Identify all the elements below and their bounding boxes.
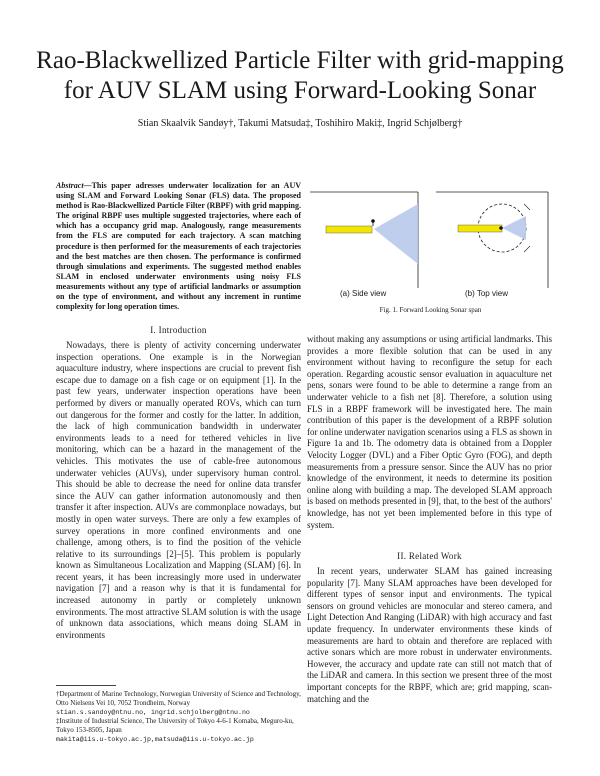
section-heading-related-work: II. Related Work (397, 551, 462, 561)
top-sonar-head (499, 226, 503, 230)
paper-title: Rao-Blackwellized Particle Filter with grid-mapping for AUV SLAM using Forward-Looking Sonar (36, 47, 564, 104)
introduction-text (56, 340, 301, 641)
label-top-view: (b) Top view (465, 289, 508, 298)
top-vehicle (458, 225, 502, 232)
footnote-rule (56, 685, 116, 686)
section-heading-introduction: I. Introduction (150, 325, 207, 335)
side-sonar-cone (374, 204, 418, 264)
related-work-text (307, 566, 552, 705)
right-column-text (307, 334, 552, 531)
top-sonar-cone (502, 216, 526, 240)
abstract-label: Abstract— (56, 181, 92, 190)
footnote-affiliation-ntnu: †Department of Marine Technology, Norwegian University of Science and Technology, Otto Nielsens Vei 10, 7052 Trondheim, Norway (56, 690, 301, 707)
label-side-view: (a) Side view (340, 289, 387, 298)
related-paragraph: In recent years, underwater SLAM has gained increasing popularity [7]. Many SLAM approaches have been developed for different types of sensor input and environments. The typical sensors on ground vehicles are monocular and stereo camera, and Light Detection And Ranging (LiDAR) with high accuracy and fast update frequency. In underwater environments these kinds of measurements are hard to obtain and therefore are replaced with active sonars which are more robust in underwater environments. However, the accuracy and update rate can still not match that of the LiDAR and camera. In this section we present three of the most important concepts for the RBPF, which are; grid mapping, scan-matching and the (307, 566, 552, 704)
footnote-emails-ntnu: stian.s.sandoy@ntnu.no, ingrid.schjolberg@ntnu.no (56, 709, 250, 716)
continued-paragraph: without making any assumptions or using artificial landmarks. This provides a more flexible solution that can be used in any environment without having to reconfigure the setup for each operation. Regarding acoustic sensor evaluation in aquaculture net pens, sonars were found to be able to determine a range from an underwater vehicle to a fish net [8]. Therefore, a solution using FLS in a RBPF framework will be investigated here. The main contribution of this paper is the development of a RBPF solution for online underwater navigation scenarios using a FLS as shown in Figure 1a and 1b. The odometry data is obtained from a Doppler Velocity Logger (DVL) and a Fiber Optic Gyro (FOG), and depth measurements from a pressure sensor. Since the AUV has no prior knowledge of the environment, it needs to determine its position online along with building a map. The developed SLAM approach is based on methods presented in [9], that, to the best of the authors' knowledge, has not yet been implemented before in this type of system. (307, 334, 552, 530)
side-vehicle (326, 226, 372, 233)
author-list: Stian Skaalvik Sandøy†, Takumi Matsuda‡, Toshihiro Maki‡, Ingrid Schjølberg† (137, 118, 463, 129)
abstract-text: This paper adresses underwater localization for an AUV using SLAM and Forward Looking Sonar (FLS) data. The proposed method is Rao-Blackwellized Particle Filter (RBPF) with grid mapping. The original RBPF uses multiple suggested trajectories, where each of which has a occupancy grid map. Analogously, range measurements from the FLS are computed for each trajectory. A scan matching procedure is then performed for the measurements of each trajectories and the best matches are then chosen. The performance is confirmed through simulations and experiments. The suggested method enables SLAM in enclosed underwater environments using noisy FLS measurements without any type of artificial landmarks or assumption on the type of environment, and without any increment in runtime complexity for long operation times. (56, 181, 301, 312)
footnotes (56, 690, 301, 744)
abstract (56, 181, 301, 312)
intro-paragraph: Nowadays, there is plenty of activity concerning underwater inspection operations. One example is in the Norwegian aquaculture industry, where inspections are crucial to prevent fish escape due to damage on a fish cage or on equipment [1]. In the past few years, underwater inspection operations have been performed by divers or manually operated ROVs, which can turn out dangerous for the former and costly for the latter. In addition, the lack of high communication bandwidth in underwater environments leads to a need for tethered vehicles in live monitoring, which can be a hazard in the management of the vehicles. This motivates the use of cable-free autonomous underwater vehicles (AUVs), under supervisory human control. This should be able to decrease the need for online data transfer since the AUV can gather information autonomously and then transfer it after inspection. AUVs are commonplace nowadays, but mostly in open water surveys. There are only a few examples of survey operations in more confined environments and one challenge, among others, is to find the position of the vehicle relative to its surroundings [2]–[5]. This problem is popularly known as Simultaneous Localization and Mapping (SLAM) [6]. In recent years, it has been increasingly more used in underwater navigation [7] and a reason why is that it is fundamental for increased autonomy in partly or completely unknown environments. The most attractive SLAM solution is with the usage of unknown data associations, which means doing SLAM in environments (56, 340, 301, 640)
footnote-affiliation-tokyo: ‡Institute of Industrial Science, The University of Tokyo 4-6-1 Komaba, Meguro-ku, Tokyo 153-8505, Japan (56, 717, 294, 734)
footnote-emails-tokyo: makita@iis.u-tokyo.ac.jp,matsuda@iis.u-tokyo.ac.jp (56, 736, 254, 743)
figure-caption: Fig. 1. Forward Looking Sonar span (379, 306, 482, 314)
